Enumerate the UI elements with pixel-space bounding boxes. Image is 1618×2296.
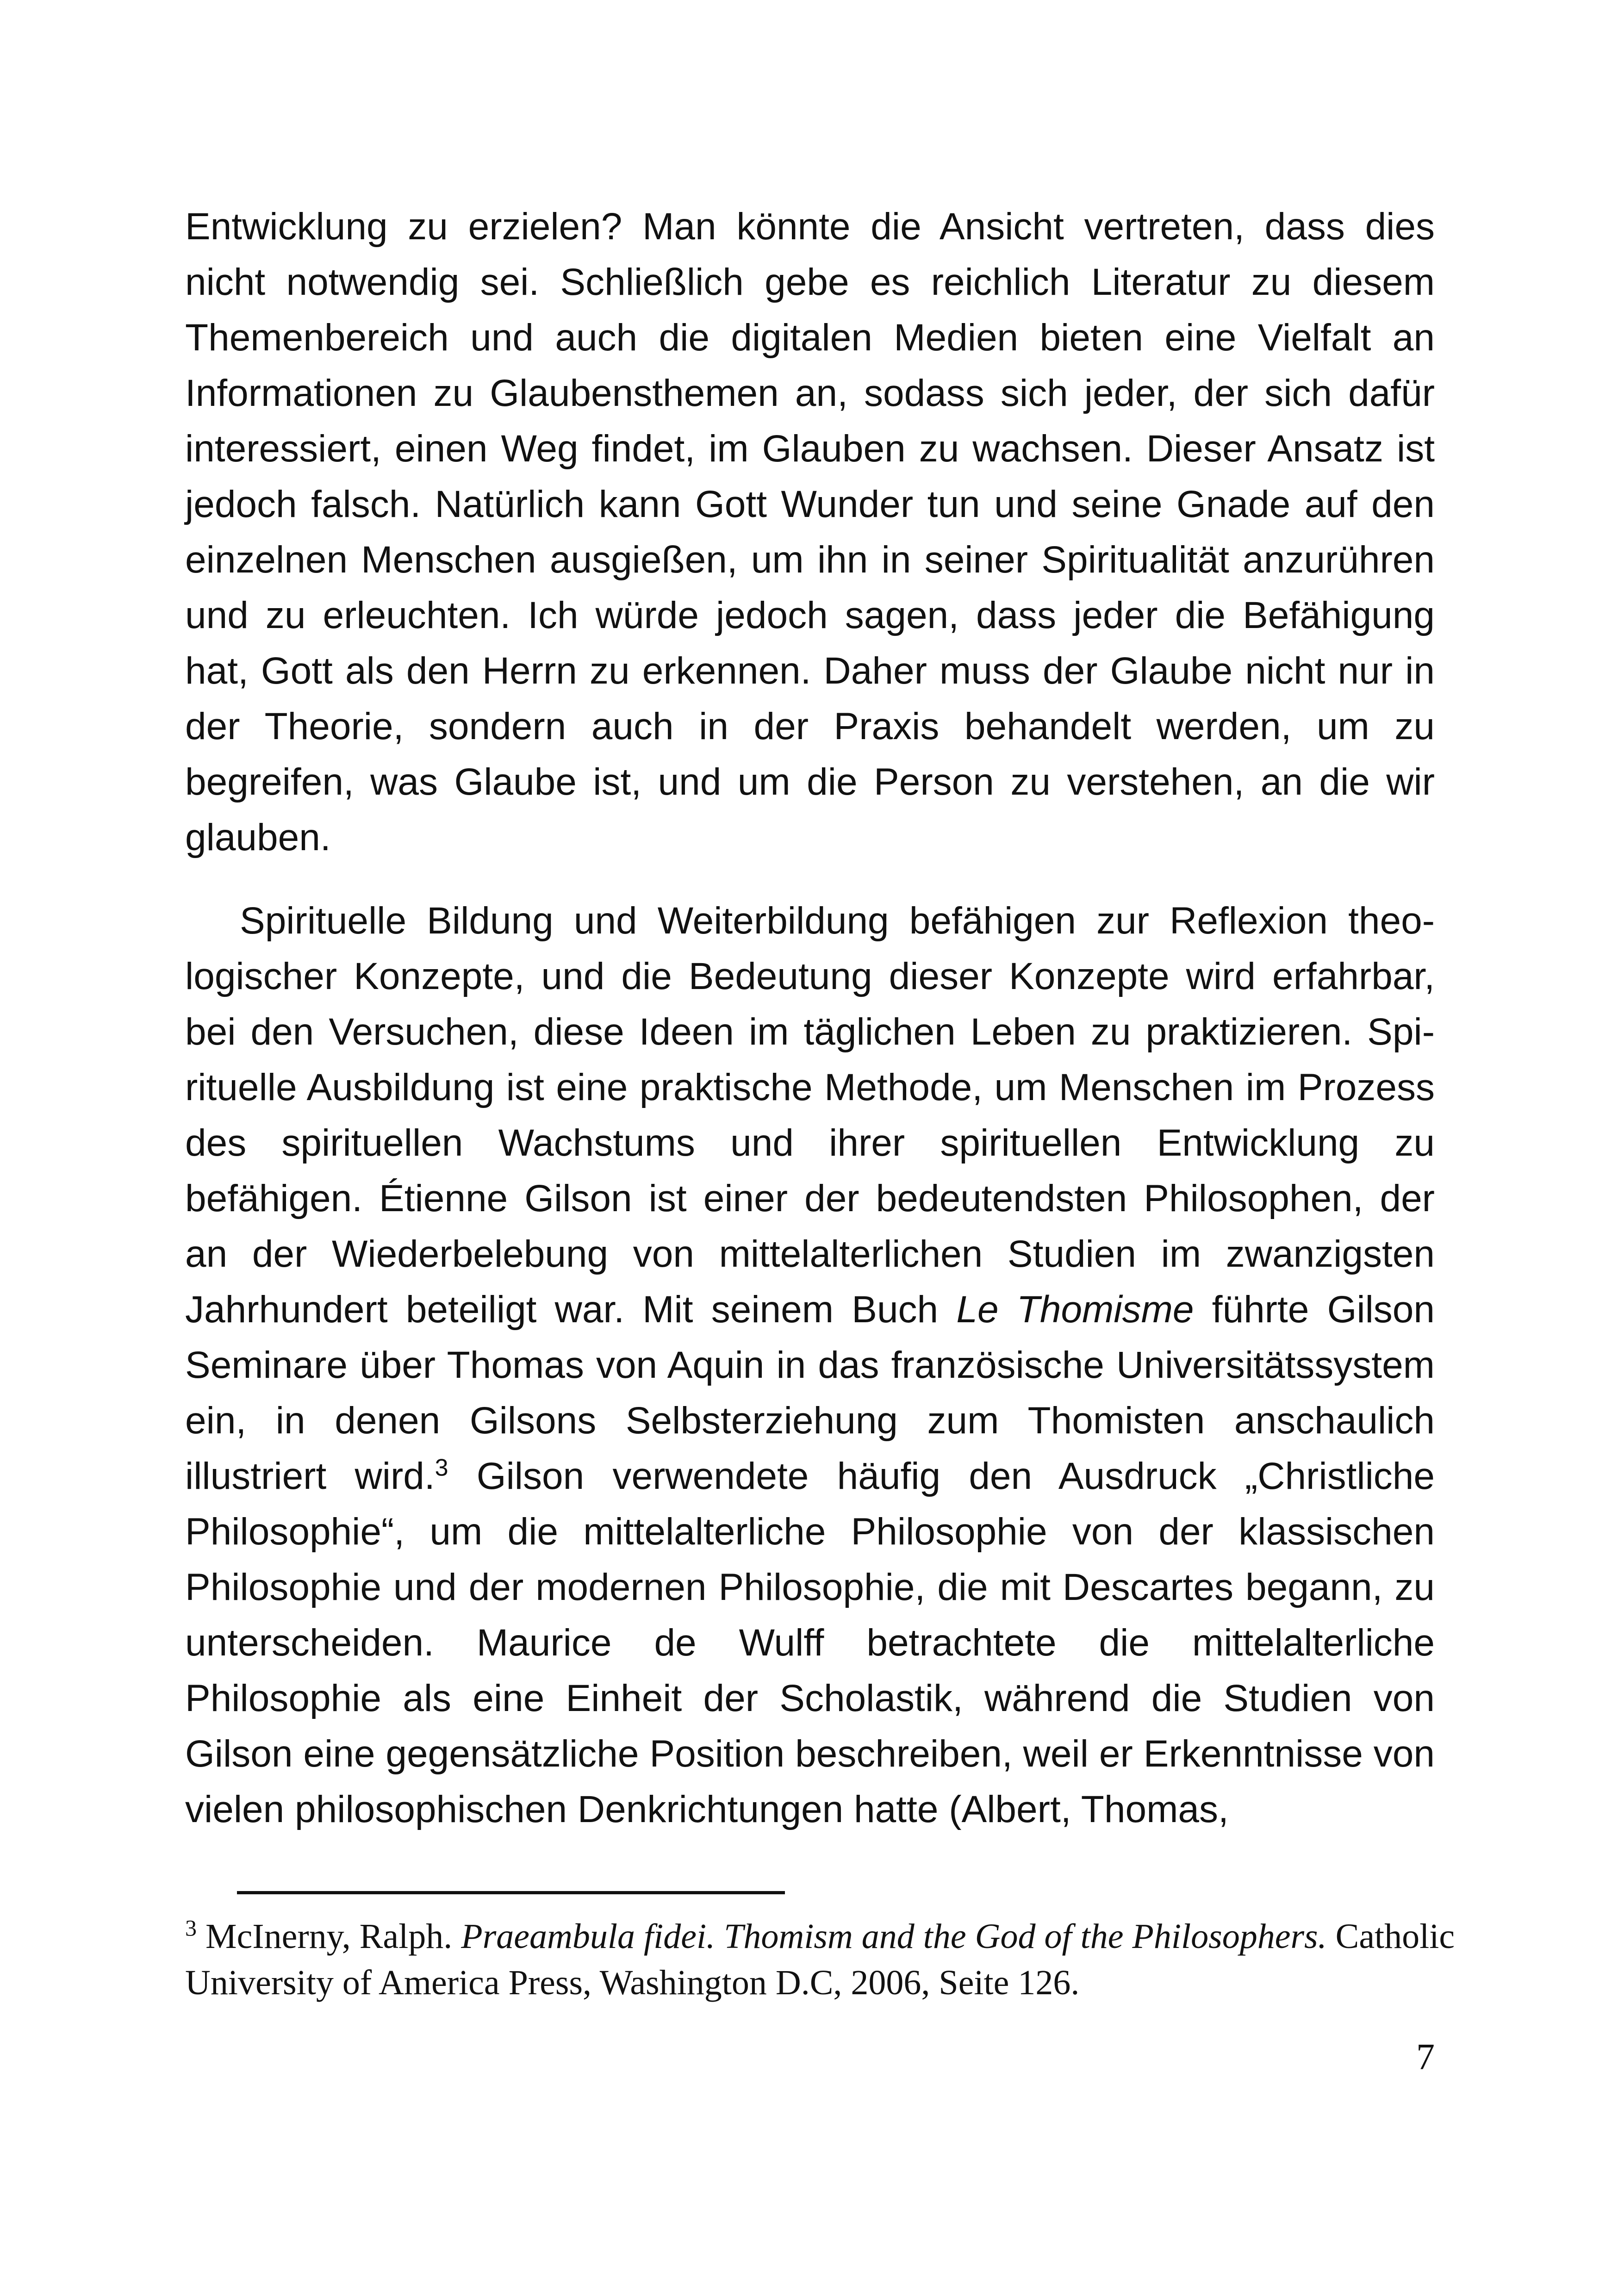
paragraph-2-text-b: führte Gilson Seminare über Thomas von Aquin in das französische Universitätssystem ein, in denen Gilsons Selbsterziehung zum Thomisten anschaulich illustriert wird. bbox=[185, 1288, 1435, 1497]
footnote bbox=[185, 1913, 1458, 2006]
paragraph-1: Entwicklung zu erzielen? Man könnte die Ansicht vertreten, dass dies nicht notwendig sei. Schließlich gebe es reichlich Literatur zu diesem Themenbereich und auch die digitalen Medien bieten eine Vielfalt an Informationen zu Glaubensthemen an, sodass sich jeder, der sich dafür interessiert, einen Weg findet, im Glauben zu wachsen. Dieser Ansatz ist jedoch falsch. Natürlich kann Gott Wunder tun und seine Gnade auf den einzelnen Menschen ausgießen, um ihn in seiner Spiritualität anzurühren und zu erleuchten. Ich würde jedoch sagen, dass jeder die Befähigung hat, Gott als den Herrn zu erkennen. Daher muss der Glaube nicht nur in der Theorie, sondern auch in der Praxis behandelt werden, um zu begreifen, was Glaube ist, und um die Person zu verstehen, an die wir glauben. bbox=[185, 205, 1435, 859]
footnote-title: Praeambula fidei. Thomism and the God of the Philosophers. bbox=[461, 1917, 1327, 1956]
book-title: Le Thomisme bbox=[956, 1288, 1194, 1331]
footnote-reference[interactable]: 3 bbox=[435, 1454, 448, 1481]
footnote-number: 3 bbox=[185, 1915, 197, 1941]
paragraph-2 bbox=[185, 893, 1435, 1837]
body-text bbox=[185, 199, 1435, 1837]
footnote-divider bbox=[237, 1891, 785, 1894]
paragraph-2-text-c: Gilson verwendete häufig den Ausdruck „Christliche Philosophie“, um die mittelalterliche Philosophie von der klassischen Philosophie und der modernen Philosophie, die mit Descartes begann, zu unterscheiden. Maurice de Wulff betrachtete die mittelalterliche Philosophie als eine Einheit der Scholastik, während die Studien von Gilson eine gegensätzliche Position beschreiben, weil er Erkenntnisse von vielen philosophischen Denkrichtungen hatte (Albert, Thomas, bbox=[185, 1455, 1435, 1830]
paragraph-2-text-a: Spirituelle Bildung und Weiterbildung befähigen zur Reflexion theologischer Konzepte, und die Bedeutung dieser Konzepte wird erfahrbar, bei den Versuchen, diese Ideen im täglichen Leben zu praktizieren. Spirituelle Ausbildung ist eine praktische Methode, um Menschen im Prozess des spirituellen Wachstums und ihrer spirituellen Entwicklung zu befähigen. Étienne Gilson ist einer der bedeutendsten Philosophen, der an der Wiederbelebung von mittelalterlichen Studien im zwanzigsten Jahrhundert beteiligt war. Mit seinem Buch bbox=[185, 900, 1435, 1331]
page-number: 7 bbox=[1416, 2037, 1435, 2078]
footnote-author: McInerny, Ralph. bbox=[197, 1917, 461, 1956]
footnote-publication: Catholic University of America Press, Washington D.C, 2006, Seite 126. bbox=[185, 1917, 1455, 2002]
